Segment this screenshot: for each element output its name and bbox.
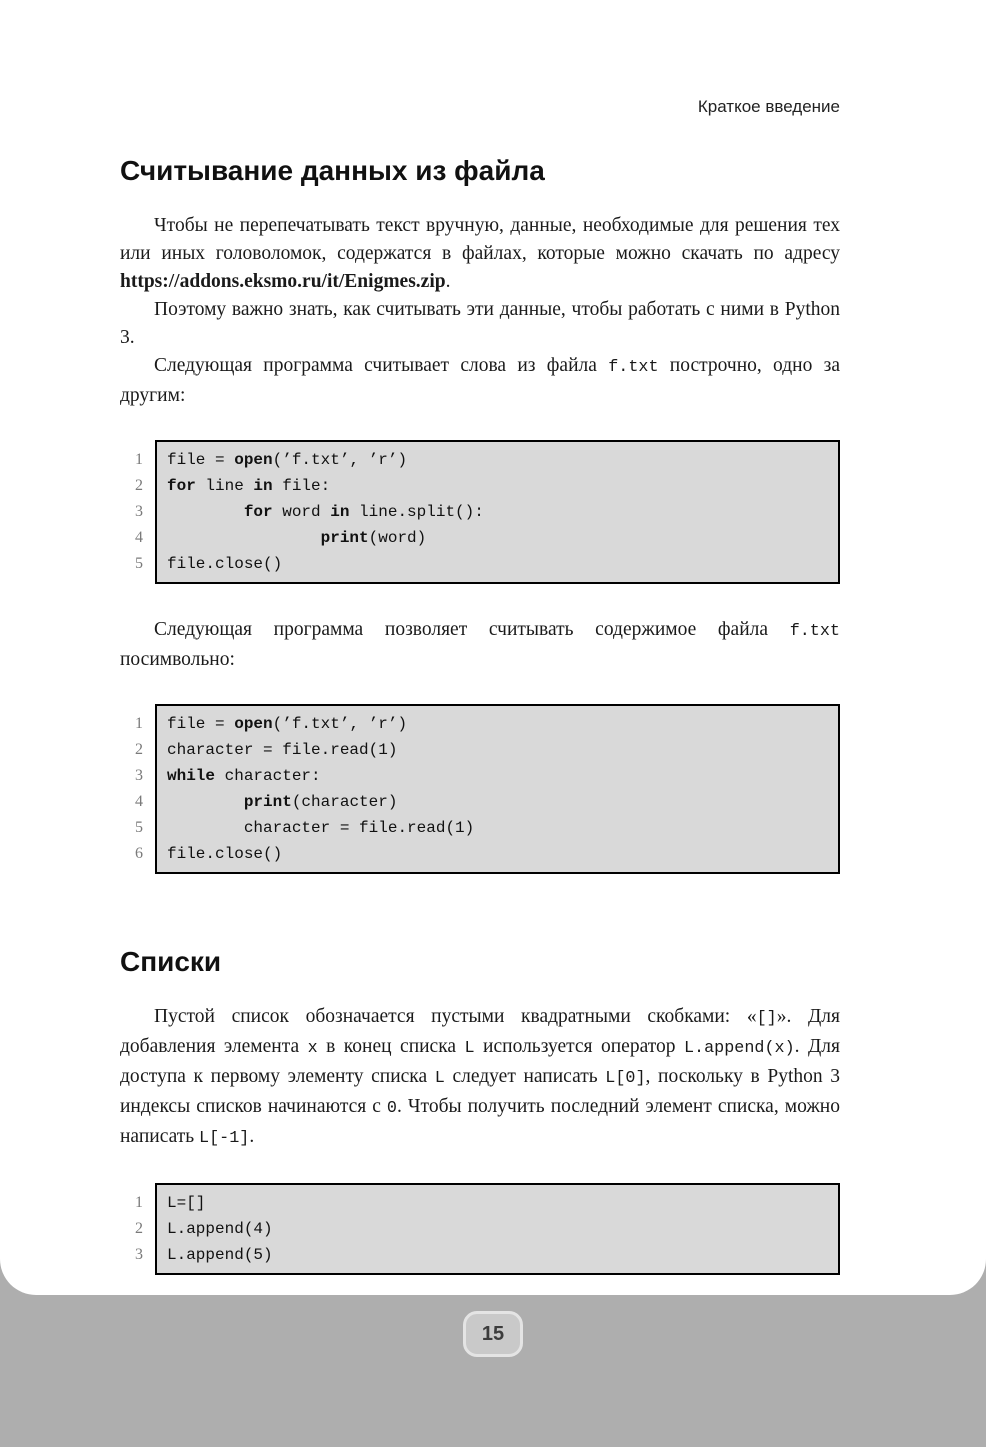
line-number: 3 <box>135 767 143 784</box>
text-segment: character = file.read(1) <box>167 741 398 759</box>
text-segment: line.split(): <box>349 503 484 521</box>
text-segment: L <box>434 1069 445 1088</box>
text-segment: in <box>330 503 350 521</box>
text-segment: L[-1] <box>199 1129 250 1148</box>
text-segment: следует написать <box>444 1066 606 1087</box>
text-segment: f.txt <box>608 358 659 377</box>
paragraph-reading-3 <box>120 352 840 410</box>
code-line <box>167 473 828 499</box>
line-number: 1 <box>135 1194 143 1211</box>
page-content <box>0 97 986 1275</box>
text-segment: in <box>253 477 273 495</box>
text-segment <box>167 793 244 811</box>
text-segment: 0 <box>386 1099 397 1118</box>
code-line <box>167 1190 828 1216</box>
code-line <box>167 551 828 577</box>
text-segment: line <box>195 477 254 495</box>
text-segment: (character) <box>291 793 398 811</box>
code-line <box>167 525 828 551</box>
text-segment: Чтобы не перепечатывать текст вручную, данные, необходимые для решения тех или иных головоломок, содержатся в файлах, которые можно скачать по адресу <box>120 215 840 264</box>
text-segment: L.append(4) <box>167 1220 273 1238</box>
text-segment: file.close() <box>167 845 283 863</box>
text-segment: Следующая программа считывает слова из файла <box>154 355 609 376</box>
text-segment: L <box>464 1039 475 1058</box>
text-segment: for <box>167 477 196 495</box>
line-number: 2 <box>135 741 143 758</box>
text-segment: [] <box>756 1009 777 1028</box>
text-segment <box>167 529 321 547</box>
code-line <box>167 789 828 815</box>
line-number: 4 <box>135 793 143 810</box>
line-number: 1 <box>135 451 143 468</box>
paragraph-lists-1 <box>120 1003 840 1153</box>
text-segment: (word) <box>368 529 427 547</box>
line-number: 5 <box>135 555 143 572</box>
code-line-numbers <box>120 1183 155 1275</box>
text-segment: while <box>167 767 216 785</box>
text-segment: print <box>320 529 369 547</box>
text-segment: ». Для добавления элемента <box>120 1006 840 1057</box>
page-number-badge: 15 <box>463 1311 523 1357</box>
code-listing <box>155 440 840 584</box>
text-segment: . Для доступа к первому элементу списка <box>120 1036 840 1087</box>
text-segment: L.append(5) <box>167 1246 273 1264</box>
code-line-numbers <box>120 440 155 584</box>
code-line <box>167 1216 828 1242</box>
text-segment: file = <box>167 451 235 469</box>
text-segment: L[0] <box>605 1069 646 1088</box>
code-line <box>167 1242 828 1268</box>
code-block-read-words <box>120 440 840 584</box>
paragraph-reading-2 <box>120 296 840 352</box>
text-segment: (’f.txt’, ’r’) <box>272 451 408 469</box>
line-number: 2 <box>135 1220 143 1237</box>
text-segment: word <box>272 503 331 521</box>
text-segment: https://addons.eksmo.ru/it/Enigmes.zip <box>120 271 446 292</box>
line-number: 2 <box>135 477 143 494</box>
line-number: 4 <box>135 529 143 546</box>
text-segment: . Чтобы получить последний элемент списка, можно написать <box>120 1096 840 1147</box>
text-segment: . <box>249 1126 255 1147</box>
text-segment: . <box>445 271 451 292</box>
text-segment: character: <box>215 767 321 785</box>
line-number: 5 <box>135 819 143 836</box>
text-segment: в конец списка <box>317 1036 465 1057</box>
running-head: Краткое введение <box>697 97 840 116</box>
code-line-numbers <box>120 704 155 874</box>
code-line <box>167 841 828 867</box>
line-number: 1 <box>135 715 143 732</box>
text-segment: open <box>234 451 273 469</box>
section-heading-reading: Считывание данных из файла <box>120 155 545 186</box>
line-number: 3 <box>135 503 143 520</box>
text-segment: L=[] <box>167 1194 206 1212</box>
text-segment: Пустой список обозначается пустыми квадратными скобками: « <box>154 1006 757 1027</box>
text-segment: file.close() <box>167 555 283 573</box>
text-segment: используется оператор <box>474 1036 684 1057</box>
code-line <box>167 815 828 841</box>
text-segment: Поэтому важно знать, как считывать эти данные, чтобы работать с ними в Python 3. <box>120 299 840 348</box>
code-listing <box>155 704 840 874</box>
text-segment <box>167 503 244 521</box>
code-block-read-chars <box>120 704 840 874</box>
code-block-list-append <box>120 1183 840 1275</box>
text-segment: open <box>234 715 273 733</box>
text-segment: f.txt <box>789 622 840 641</box>
text-segment: построчно, одно за другим: <box>120 355 840 406</box>
code-line <box>167 711 828 737</box>
text-segment: file: <box>272 477 331 495</box>
text-segment: , поскольку в Python 3 индексы списков начинаются с <box>120 1066 840 1117</box>
paragraph-reading-1 <box>120 212 840 296</box>
text-segment: (’f.txt’, ’r’) <box>272 715 408 733</box>
text-segment: character = file.read(1) <box>167 819 475 837</box>
text-segment: посимвольно: <box>120 649 235 670</box>
code-line <box>167 447 828 473</box>
code-line <box>167 737 828 763</box>
footer-band <box>0 1295 986 1447</box>
paragraph-reading-4 <box>120 616 840 674</box>
text-segment: L.append(x) <box>683 1039 795 1058</box>
section-heading-lists: Списки <box>120 946 222 977</box>
text-segment: for <box>243 503 273 521</box>
code-line <box>167 499 828 525</box>
text-segment: file = <box>167 715 235 733</box>
line-number: 3 <box>135 1246 143 1263</box>
text-segment: x <box>307 1039 318 1058</box>
code-line <box>167 763 828 789</box>
line-number: 6 <box>135 845 143 862</box>
text-segment: print <box>243 793 292 811</box>
code-listing <box>155 1183 840 1275</box>
text-segment: Следующая программа позволяет считывать содержимое файла <box>154 619 790 640</box>
